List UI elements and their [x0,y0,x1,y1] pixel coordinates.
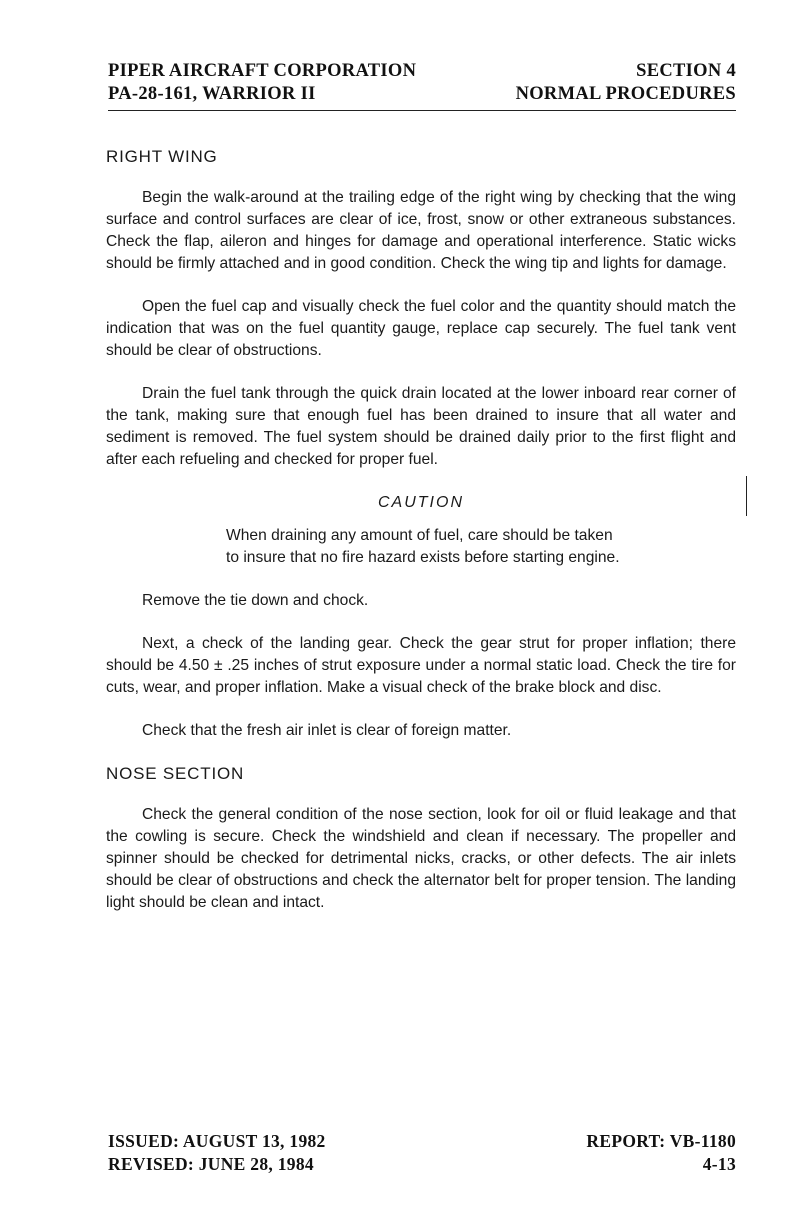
paragraph-fuel-drain: Drain the fuel tank through the quick drain located at the lower inboard rear corner of the tank, making sure that enough fuel has been drained to insure that all water and sediment is removed. The fuel system should be drained daily prior to the first flight and after each refueling and checked for proper fuel. [106,385,736,468]
page-header [108,60,736,106]
issued-date: ISSUED: AUGUST 13, 1982 [108,1131,326,1151]
section-number: SECTION 4 [636,61,736,81]
footer-row-bottom [108,1153,736,1176]
header-row-top [108,60,736,83]
aircraft-model: PA-28-161, WARRIOR II [108,84,316,104]
footer-row-top [108,1130,736,1153]
paragraph-fuel-cap: Open the fuel cap and visually check the fuel color and the quantity should match the indication that was on the fuel quantity gauge, replace cap securely. The fuel tank vent should be clear of obstructions. [106,298,736,359]
paragraph-nose-check: Check the general condition of the nose section, look for oil or fluid leakage and that the cowling is secure. Check the windshield and clean if necessary. The propeller and spinner should be checked for detrimental nicks, cracks, or other defects. The air inlets should be clear of obstructions and check the alternator belt for proper tension. The landing light should be clean and intact. [106,806,736,911]
page-footer [108,1130,736,1176]
heading-nose-section: NOSE SECTION [106,764,245,783]
revised-date: REVISED: JUNE 28, 1984 [108,1154,314,1174]
caution-title: CAUTION [378,494,464,511]
report-number: REPORT: VB-1180 [586,1131,736,1151]
header-row-bottom [108,83,736,106]
heading-right-wing: RIGHT WING [106,147,218,166]
paragraph-wing-surface: Begin the walk-around at the trailing edge of the right wing by checking that the wing surface and control surfaces are clear of ice, frost, snow or other extraneous substances. Check the flap, aileron and hinges for damage and operational interference. Static wicks should be firmly attached and in good condition. Check the wing tip and lights for damage. [106,189,736,272]
page-content [106,146,736,935]
paragraph-fresh-air-inlet: Check that the fresh air inlet is clear of foreign matter. [142,722,512,739]
page-number: 4-13 [702,1154,736,1174]
paragraph-landing-gear: Next, a check of the landing gear. Check the gear strut for proper inflation; there should be 4.50 ± .25 inches of strut exposure under a normal static load. Check the tire for cuts, wear, and proper inflation. Make a visual check of the brake block and disc. [106,635,736,696]
header-divider [108,110,736,111]
company-name: PIPER AIRCRAFT CORPORATION [108,61,417,81]
section-title: NORMAL PROCEDURES [515,84,736,104]
caution-text: When draining any amount of fuel, care should be taken to insure that no fire hazard exists before starting engine. [226,527,620,566]
revision-change-bar [746,476,747,516]
paragraph-tie-down: Remove the tie down and chock. [142,592,369,609]
